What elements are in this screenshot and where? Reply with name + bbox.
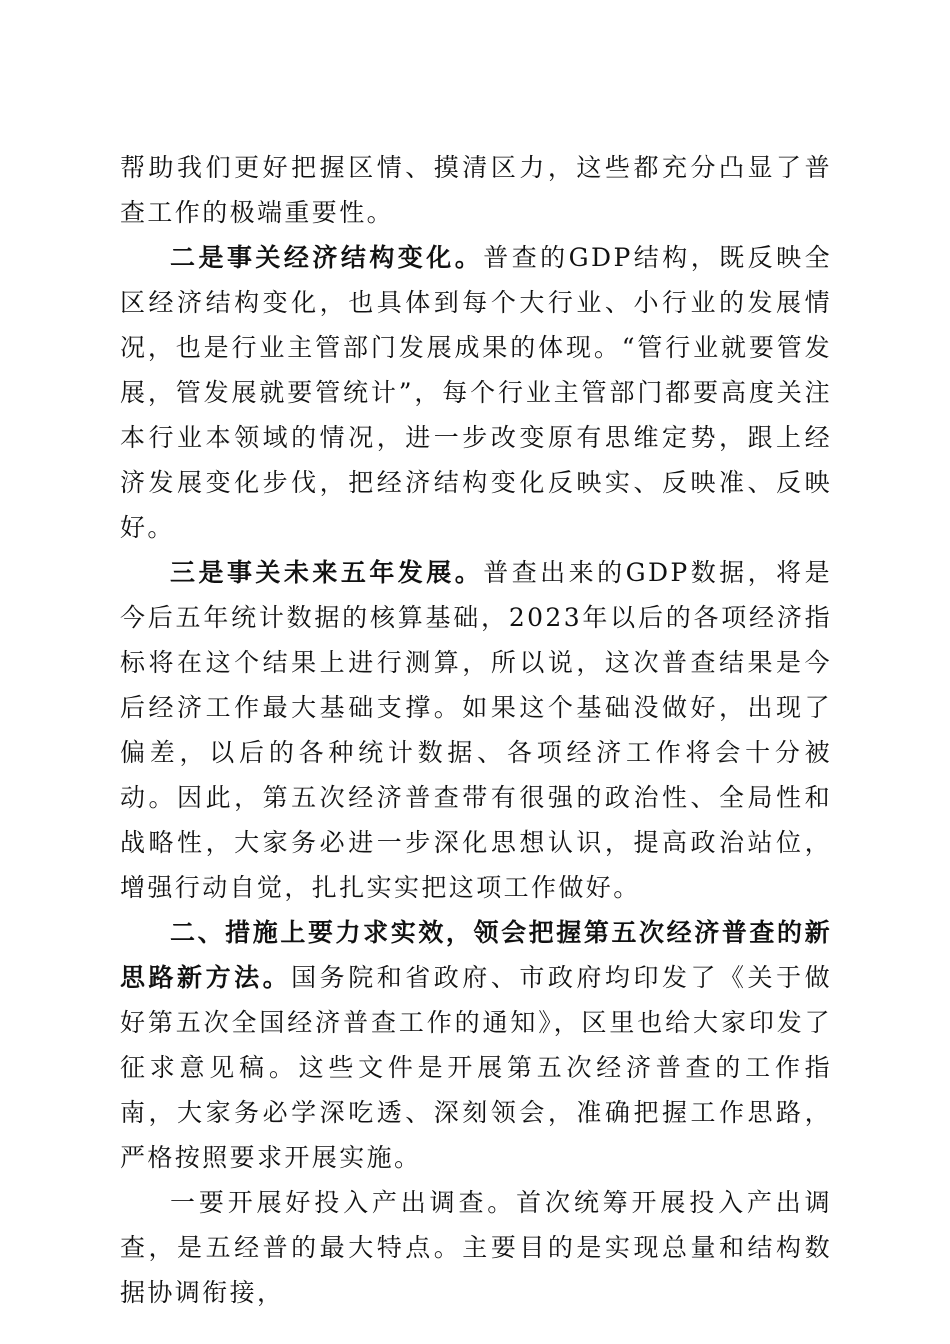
paragraph-3 xyxy=(120,550,832,910)
paragraph-4 xyxy=(120,910,832,1180)
section-heading-2: 二、措施上要力求实效，领会把握第五次经济普查的新思路新方法。 xyxy=(120,918,832,992)
paragraph-1 xyxy=(120,145,832,235)
paragraph-2-text: 普查的GDP结构，既反映全区经济结构变化，也具体到每个大行业、小行业的发展情况，也是行业主管部门发展成果的体现。“管行业就要管发展，管发展就要管统计”，每个行业主管部门都要高度关注本行业本领域的情况，进一步改变原有思维定势，跟上经济发展变化步伐，把经济结构变化反映实、反映准、反映好。 xyxy=(120,243,832,542)
document-body xyxy=(120,145,832,1315)
paragraph-5-text: 一要开展好投入产出调查。首次统筹开展投入产出调查，是五经普的最大特点。主要目的是实现总量和结构数据协调衔接， xyxy=(120,1188,832,1307)
paragraph-3-text: 普查出来的GDP数据，将是今后五年统计数据的核算基础，2023年以后的各项经济指标将在这个结果上进行测算，所以说，这次普查结果是今后经济工作最大基础支撑。如果这个基础没做好，出现了偏差，以后的各种统计数据、各项经济工作将会十分被动。因此，第五次经济普查带有很强的政治性、全局性和战略性，大家务必进一步深化思想认识，提高政治站位，增强行动自觉，扎扎实实把这项工作做好。 xyxy=(120,558,832,902)
paragraph-3-lead: 三是事关未来五年发展。 xyxy=(170,558,484,587)
paragraph-1-text: 帮助我们更好把握区情、摸清区力，这些都充分凸显了普查工作的极端重要性。 xyxy=(120,153,832,227)
paragraph-2 xyxy=(120,235,832,550)
paragraph-2-lead: 二是事关经济结构变化。 xyxy=(170,243,484,272)
paragraph-5 xyxy=(120,1180,832,1315)
paragraph-4-text: 国务院和省政府、市政府均印发了《关于做好第五次全国经济普查工作的通知》，区里也给大家印发了征求意见稿。这些文件是开展第五次经济普查的工作指南，大家务必学深吃透、深刻领会，准确把握工作思路，严格按照要求开展实施。 xyxy=(120,963,832,1172)
